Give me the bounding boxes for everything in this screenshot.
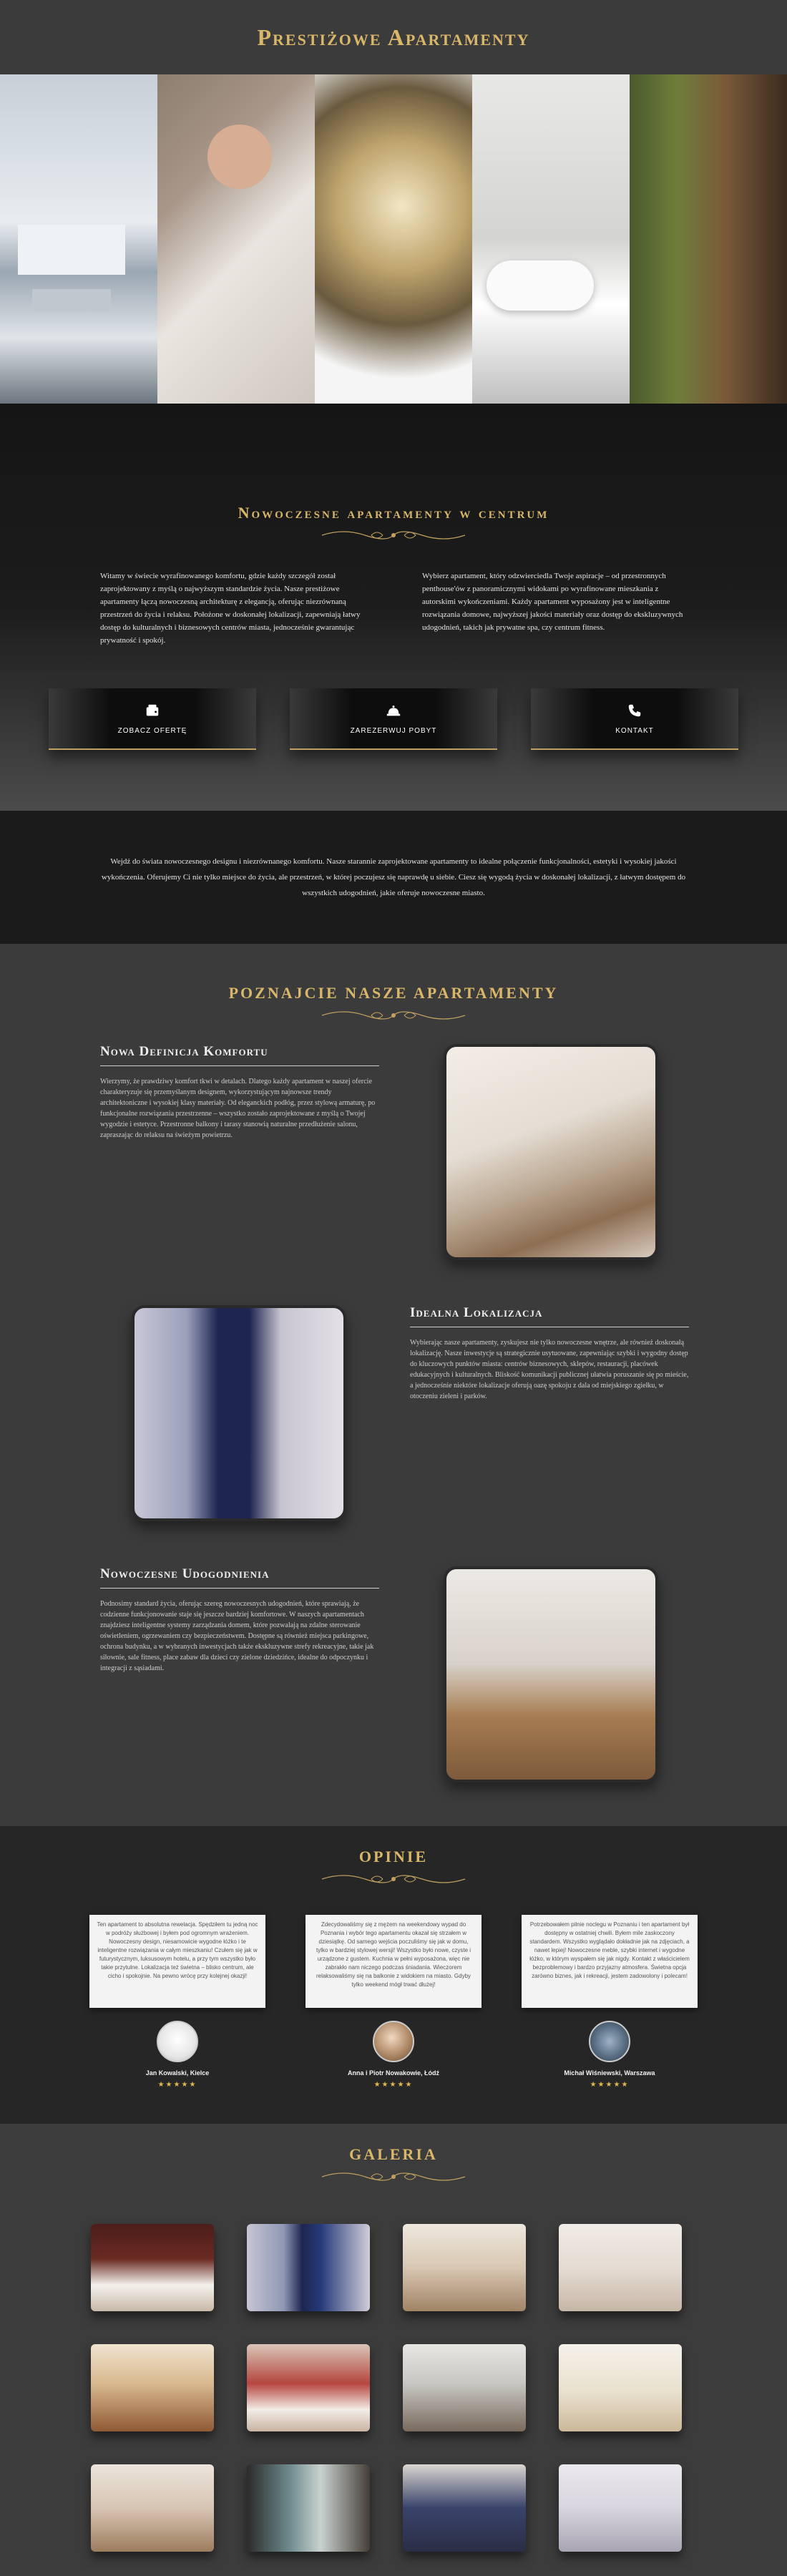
hero-image-breakfast bbox=[157, 74, 315, 404]
intro-paragraph-1: Witamy w świecie wyrafinowanego komfortu, gdzie każdy szczegół został zaprojektowany z myślą o najwyższym standardzie życia. Nasze prestiżowe apartamenty łączą nowoczesną architekturę z elegancją, oferując niezrównaną przestrzeń do życia i relaksu. Położone w doskonałej lokalizacji, zapewniają łatwy dostęp do kulturalnych i biznesowych centrów miasta, jednocześnie gwarantując prywatność i spokój. bbox=[100, 572, 361, 645]
apartments-section bbox=[0, 944, 787, 1826]
testimonials-title: OPINIE bbox=[358, 1848, 429, 1865]
gallery-thumbnail[interactable] bbox=[247, 2224, 370, 2311]
gallery-grid bbox=[0, 2224, 787, 2552]
testimonial-text: Ten apartament to absolutna rewelacja. Spędziłem tu jedną noc w podróży służbowej i byłem pod ogromnym wrażeniem. Nowoczesny design, niesamowicie wygodne łóżko i te inteligentne rozwiązania w całym mieszkaniu! Czułem się jak w futurystycznym, luksusowym hotelu, a przy tym wszystko było takie przytulne. Lokalizacja też świetna – blisko centrum, ale cicho i spokojnie. Na pewno wrócę przy kolejnej okazji! bbox=[89, 1915, 265, 2008]
feature-title: Idealna Lokalizacja bbox=[410, 1305, 689, 1327]
testimonial-text: Zdecydowaliśmy się z mężem na weekendowy wypad do Poznania i wybór tego apartamentu okazał się strzałem w dziesiątkę. Od samego wejścia poczuliśmy się jak w domu, tylko w bardziej stylowej wersji! Wszystko było nowe, czyste i urządzone z gustem. Kuchnia w pełni wyposażona, więc nie zabrakło nam niczego podczas śniadania. Wieczorem relaksowaliśmy się na balkonie z widokiem na miasto. Gdyby tylko weekend mógł trwać dłużej! bbox=[305, 1915, 482, 2008]
testimonial-text: Potrzebowałem pilnie noclegu w Poznaniu i ten apartament był dostępny w ostatniej chwili. Byłem mile zaskoczony standardem. Wszystko wyglądało dokładnie jak na zdjęciach, a nawet lepiej! Nowoczesne meble, szybki internet i wygodne łóżko, w którym wyspałem się jak nigdy. Kontakt z właścicielem bezproblemowy i bardzo przyjazny atmosfera. Świetna opcja zarówno biznes, jak i rekreacji, jestem zadowolony i polecam! bbox=[522, 1915, 698, 2008]
feature-photo-open-plan bbox=[444, 1566, 658, 1782]
gallery-thumbnail[interactable] bbox=[247, 2344, 370, 2431]
view-offer-label: ZOBACZ OFERTĘ bbox=[117, 726, 187, 735]
hero-gallery bbox=[0, 74, 787, 404]
testimonial-author: Anna i Piotr Nowakowie, Łódź bbox=[347, 2069, 439, 2077]
testimonials-section bbox=[0, 1826, 787, 2124]
phone-icon bbox=[627, 703, 642, 718]
gallery-thumbnail[interactable] bbox=[91, 2344, 214, 2431]
feature-photo-living-room bbox=[444, 1044, 658, 1260]
feature-text: Wybierając nasze apartamenty, zyskujesz nie tylko nowoczesne wnętrze, ale również doskonałą lokalizację. Nasze inwestycje są strategicznie usytuowane, zapewniając szybki i wygodny dostęp do kluczowych punktów miasta: centrów biznesowych, sklepów, restauracji, placówek edukacyjnych i kulturalnych. Bliskość komunikacji publicznej ułatwia poruszanie się po mieście, a jednocześnie niektóre lokalizacje oferują oazę spokoju z dala od miejskiego zgiełku, w otoczeniu zieleni i parków. bbox=[410, 1339, 689, 1400]
intro-paragraph-2: Wybierz apartament, który odzwierciedla Twoje aspiracje – od przestronnych penthouse'ów z panoramicznymi widokami po wyrafinowane mieszkania z autorskimi wykończeniami. Każdy apartament wyposażony jest w inteligentne rozwiązania domowe, najwyższej jakości materiały oraz dostęp do ekskluzywnych udogodnień, takich jak prywatne spa, czy centrum fitness. bbox=[422, 572, 683, 632]
avatar bbox=[589, 2021, 630, 2062]
site-title[interactable]: Prestiżowe Apartamenty bbox=[257, 24, 530, 50]
welcome-text: Wejdź do świata nowoczesnego designu i niezrównanego komfortu. Nasze starannie zaprojektowane apartamenty to idealne połączenie funkcjonalności, estetyki i wysokiej jakości wykończenia. Oferujemy Ci nie tylko miejsce do życia, ale przestrzeń, w której poczujesz się naprawdę u siebie. Ciesz się wygodą życia w doskonałej lokalizacji, z łatwym dostępem do wszystkich udogodnień, jakie oferuje nowoczesne miasto. bbox=[101, 857, 686, 897]
view-offer-button[interactable] bbox=[49, 688, 256, 750]
hero-image-room-service bbox=[315, 74, 472, 404]
book-stay-button[interactable] bbox=[290, 688, 497, 750]
feature-text: Wierzymy, że prawdziwy komfort tkwi w detalach. Dlatego każdy apartament w naszej ofercie charakteryzuje się przemyślanym designem, wykorzystującym najnowsze trendy architektoniczne i wysokiej klasy materiały. Od eleganckich podłóg, przez stylową armaturę, po funkcjonalne rozwiązania przestrzenne – wszystko zostało zaprojektowane z myślą o Twojej wygodzie i estetyce. Przestronne balkony i tarasy stanowią naturalne przedłużenie salonu, zapraszając do relaksu na świeżym powietrzu. bbox=[100, 1078, 376, 1139]
contact-button[interactable] bbox=[531, 688, 738, 750]
intro-section bbox=[0, 404, 787, 811]
feature-title: Nowoczesne Udogodnienia bbox=[100, 1566, 379, 1589]
flourish-ornament bbox=[315, 1007, 472, 1024]
bell-icon bbox=[386, 703, 401, 718]
testimonial-card bbox=[89, 1915, 265, 2089]
hero-image-bathroom bbox=[472, 74, 630, 404]
feature-photo-city-view bbox=[132, 1305, 346, 1521]
rating-stars: ★★★★★ bbox=[373, 2081, 414, 2089]
contact-label: KONTAKT bbox=[615, 726, 654, 735]
gallery-title: GALERIA bbox=[349, 2145, 438, 2163]
avatar bbox=[373, 2021, 414, 2062]
gallery-thumbnail[interactable] bbox=[403, 2224, 526, 2311]
gallery-thumbnail[interactable] bbox=[247, 2464, 370, 2552]
gallery-thumbnail[interactable] bbox=[559, 2464, 682, 2552]
gallery-section bbox=[0, 2124, 787, 2576]
gallery-thumbnail[interactable] bbox=[403, 2344, 526, 2431]
gallery-thumbnail[interactable] bbox=[403, 2464, 526, 2552]
site-header bbox=[0, 0, 787, 74]
wallet-icon bbox=[145, 703, 160, 718]
apartments-title: POZNAJCIE NASZE APARTAMENTY bbox=[228, 984, 559, 1002]
testimonial-author: Jan Kowalski, Kielce bbox=[145, 2069, 210, 2077]
intro-title: Nowoczesne apartamenty w centrum bbox=[238, 504, 549, 522]
book-stay-label: ZAREZERWUJ POBYT bbox=[350, 726, 437, 735]
flourish-ornament bbox=[315, 2168, 472, 2185]
hero-image-restaurant bbox=[630, 74, 787, 404]
feature-text: Podnosimy standard życia, oferując szereg nowoczesnych udogodnień, które sprawiają, że codzienne funkcjonowanie staje się jeszcze bardziej komfortowe. W naszych apartamentach znajdziesz inteligentne systemy zarządzania domem, które pozwalają na zdalne sterowanie oświetleniem, ogrzewaniem czy bezpieczeństwem. Dostępne są również miejsca parkingowe, ochrona budynku, a w wybranych inwestycjach także ekskluzywne strefy rekreacyjne, takie jak siłownie, sale fitness, place zabaw dla dzieci czy zielone dziedzińce, idealne do odpoczynku i integracji z sąsiadami. bbox=[100, 1600, 374, 1672]
hero-image-kitchen bbox=[0, 74, 157, 404]
testimonial-author: Michał Wiśniewski, Warszawa bbox=[564, 2069, 655, 2077]
rating-stars: ★★★★★ bbox=[157, 2081, 197, 2089]
welcome-section bbox=[0, 811, 787, 944]
flourish-ornament bbox=[315, 1870, 472, 1888]
feature-title: Nowa Definicja Komfortu bbox=[100, 1044, 379, 1066]
testimonial-card bbox=[522, 1915, 698, 2089]
gallery-thumbnail[interactable] bbox=[559, 2344, 682, 2431]
testimonial-card bbox=[305, 1915, 482, 2089]
avatar bbox=[157, 2021, 198, 2062]
flourish-ornament bbox=[315, 527, 472, 544]
gallery-thumbnail[interactable] bbox=[559, 2224, 682, 2311]
gallery-thumbnail[interactable] bbox=[91, 2464, 214, 2552]
rating-stars: ★★★★★ bbox=[590, 2081, 630, 2089]
gallery-thumbnail[interactable] bbox=[91, 2224, 214, 2311]
